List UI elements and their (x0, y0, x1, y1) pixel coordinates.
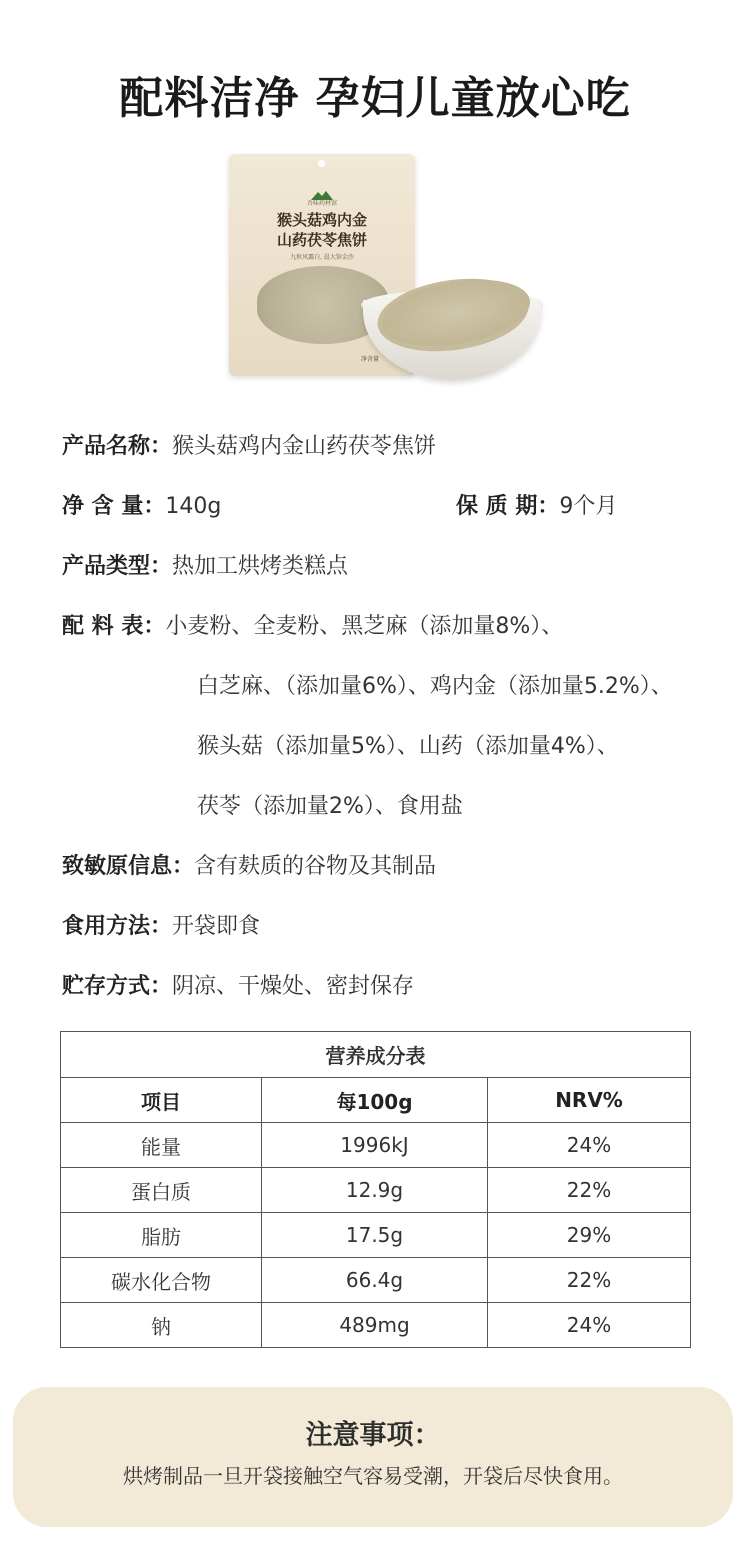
bag-title: 猴头菇鸡内金 山药茯苓焦饼 (276, 211, 367, 249)
table-row (61, 1213, 691, 1258)
info-ingredients (62, 612, 563, 642)
table-cell: 17.5g (262, 1213, 488, 1258)
info-allergen (62, 852, 436, 882)
info-label: 保 质 期： (456, 494, 560, 519)
info-product-type (62, 552, 348, 582)
notice-text: 烘烤制品一旦开袋接触空气容易受潮，开袋后尽快食用。 (123, 1464, 623, 1488)
table-cell: 489mg (262, 1303, 488, 1348)
info-label: 配 料 表： (62, 614, 166, 639)
table-header: 每100g (262, 1078, 488, 1123)
table-cell: 碳水化合物 (61, 1258, 262, 1303)
info-label: 产品类型： (62, 554, 173, 579)
info-value: 开袋即食 (172, 914, 261, 939)
table-row (61, 1303, 691, 1348)
table-cell: 蛋白质 (61, 1168, 262, 1213)
info-shelf-life (456, 492, 617, 522)
bag-hang-hole (318, 160, 325, 167)
bag-subtitle: 九秋风露白, 晨大馆金沙 (290, 254, 354, 261)
table-cell: 脂肪 (61, 1213, 262, 1258)
table-header: 项目 (61, 1078, 262, 1123)
table-cell: 能量 (61, 1123, 262, 1168)
bag-net-label: 净含量 (361, 356, 380, 363)
info-storage (62, 972, 414, 1002)
info-product-name (62, 432, 436, 462)
info-label: 贮存方式： (62, 974, 173, 999)
notice-title: 注意事项： (305, 1420, 441, 1451)
info-label: 食用方法： (62, 914, 173, 939)
info-net-weight (62, 492, 221, 522)
table-cell: 12.9g (262, 1168, 488, 1213)
ingredients-line: 猴头菇（添加量5%）、山药（添加量4%）、 (197, 734, 619, 759)
notice-box (13, 1387, 733, 1527)
info-value: 猴头菇鸡内金山药茯苓焦饼 (172, 434, 437, 459)
info-label: 致敏原信息： (62, 854, 195, 879)
table-row (61, 1258, 691, 1303)
table-cell: 22% (488, 1168, 691, 1213)
info-value: 阴凉、干燥处、密封保存 (172, 974, 415, 999)
table-cell: 1996kJ (262, 1123, 488, 1168)
info-value: 9个月 (559, 494, 618, 519)
table-cell: 29% (488, 1213, 691, 1258)
table-cell: 24% (488, 1123, 691, 1168)
table-row (61, 1123, 691, 1168)
ingredients-line: 茯苓（添加量2%）、食用盐 (197, 794, 463, 819)
nutrition-table-title: 营养成分表 (61, 1032, 691, 1078)
page-headline: 配料洁净 孕妇儿童放心吃 (119, 73, 631, 124)
bag-brand: 吾味药材馆 (306, 200, 337, 207)
ingredients-line: 白芝麻、（添加量6%）、鸡内金（添加量5.2%）、 (197, 674, 673, 699)
ingredients-line: 小麦粉、全麦粉、黑芝麻（添加量8%）、 (165, 614, 564, 639)
product-image (225, 150, 545, 385)
table-cell: 66.4g (262, 1258, 488, 1303)
table-header: NRV% (488, 1078, 691, 1123)
nutrition-table (60, 1031, 691, 1348)
info-value: 140g (165, 494, 222, 519)
table-row (61, 1168, 691, 1213)
info-value: 热加工烘烤类糕点 (172, 554, 349, 579)
table-header-row (61, 1078, 691, 1123)
info-label: 产品名称： (62, 434, 173, 459)
table-cell: 钠 (61, 1303, 262, 1348)
table-cell: 22% (488, 1258, 691, 1303)
info-label: 净 含 量： (62, 494, 166, 519)
table-cell: 24% (488, 1303, 691, 1348)
info-value: 含有麸质的谷物及其制品 (194, 854, 437, 879)
info-usage (62, 912, 260, 942)
